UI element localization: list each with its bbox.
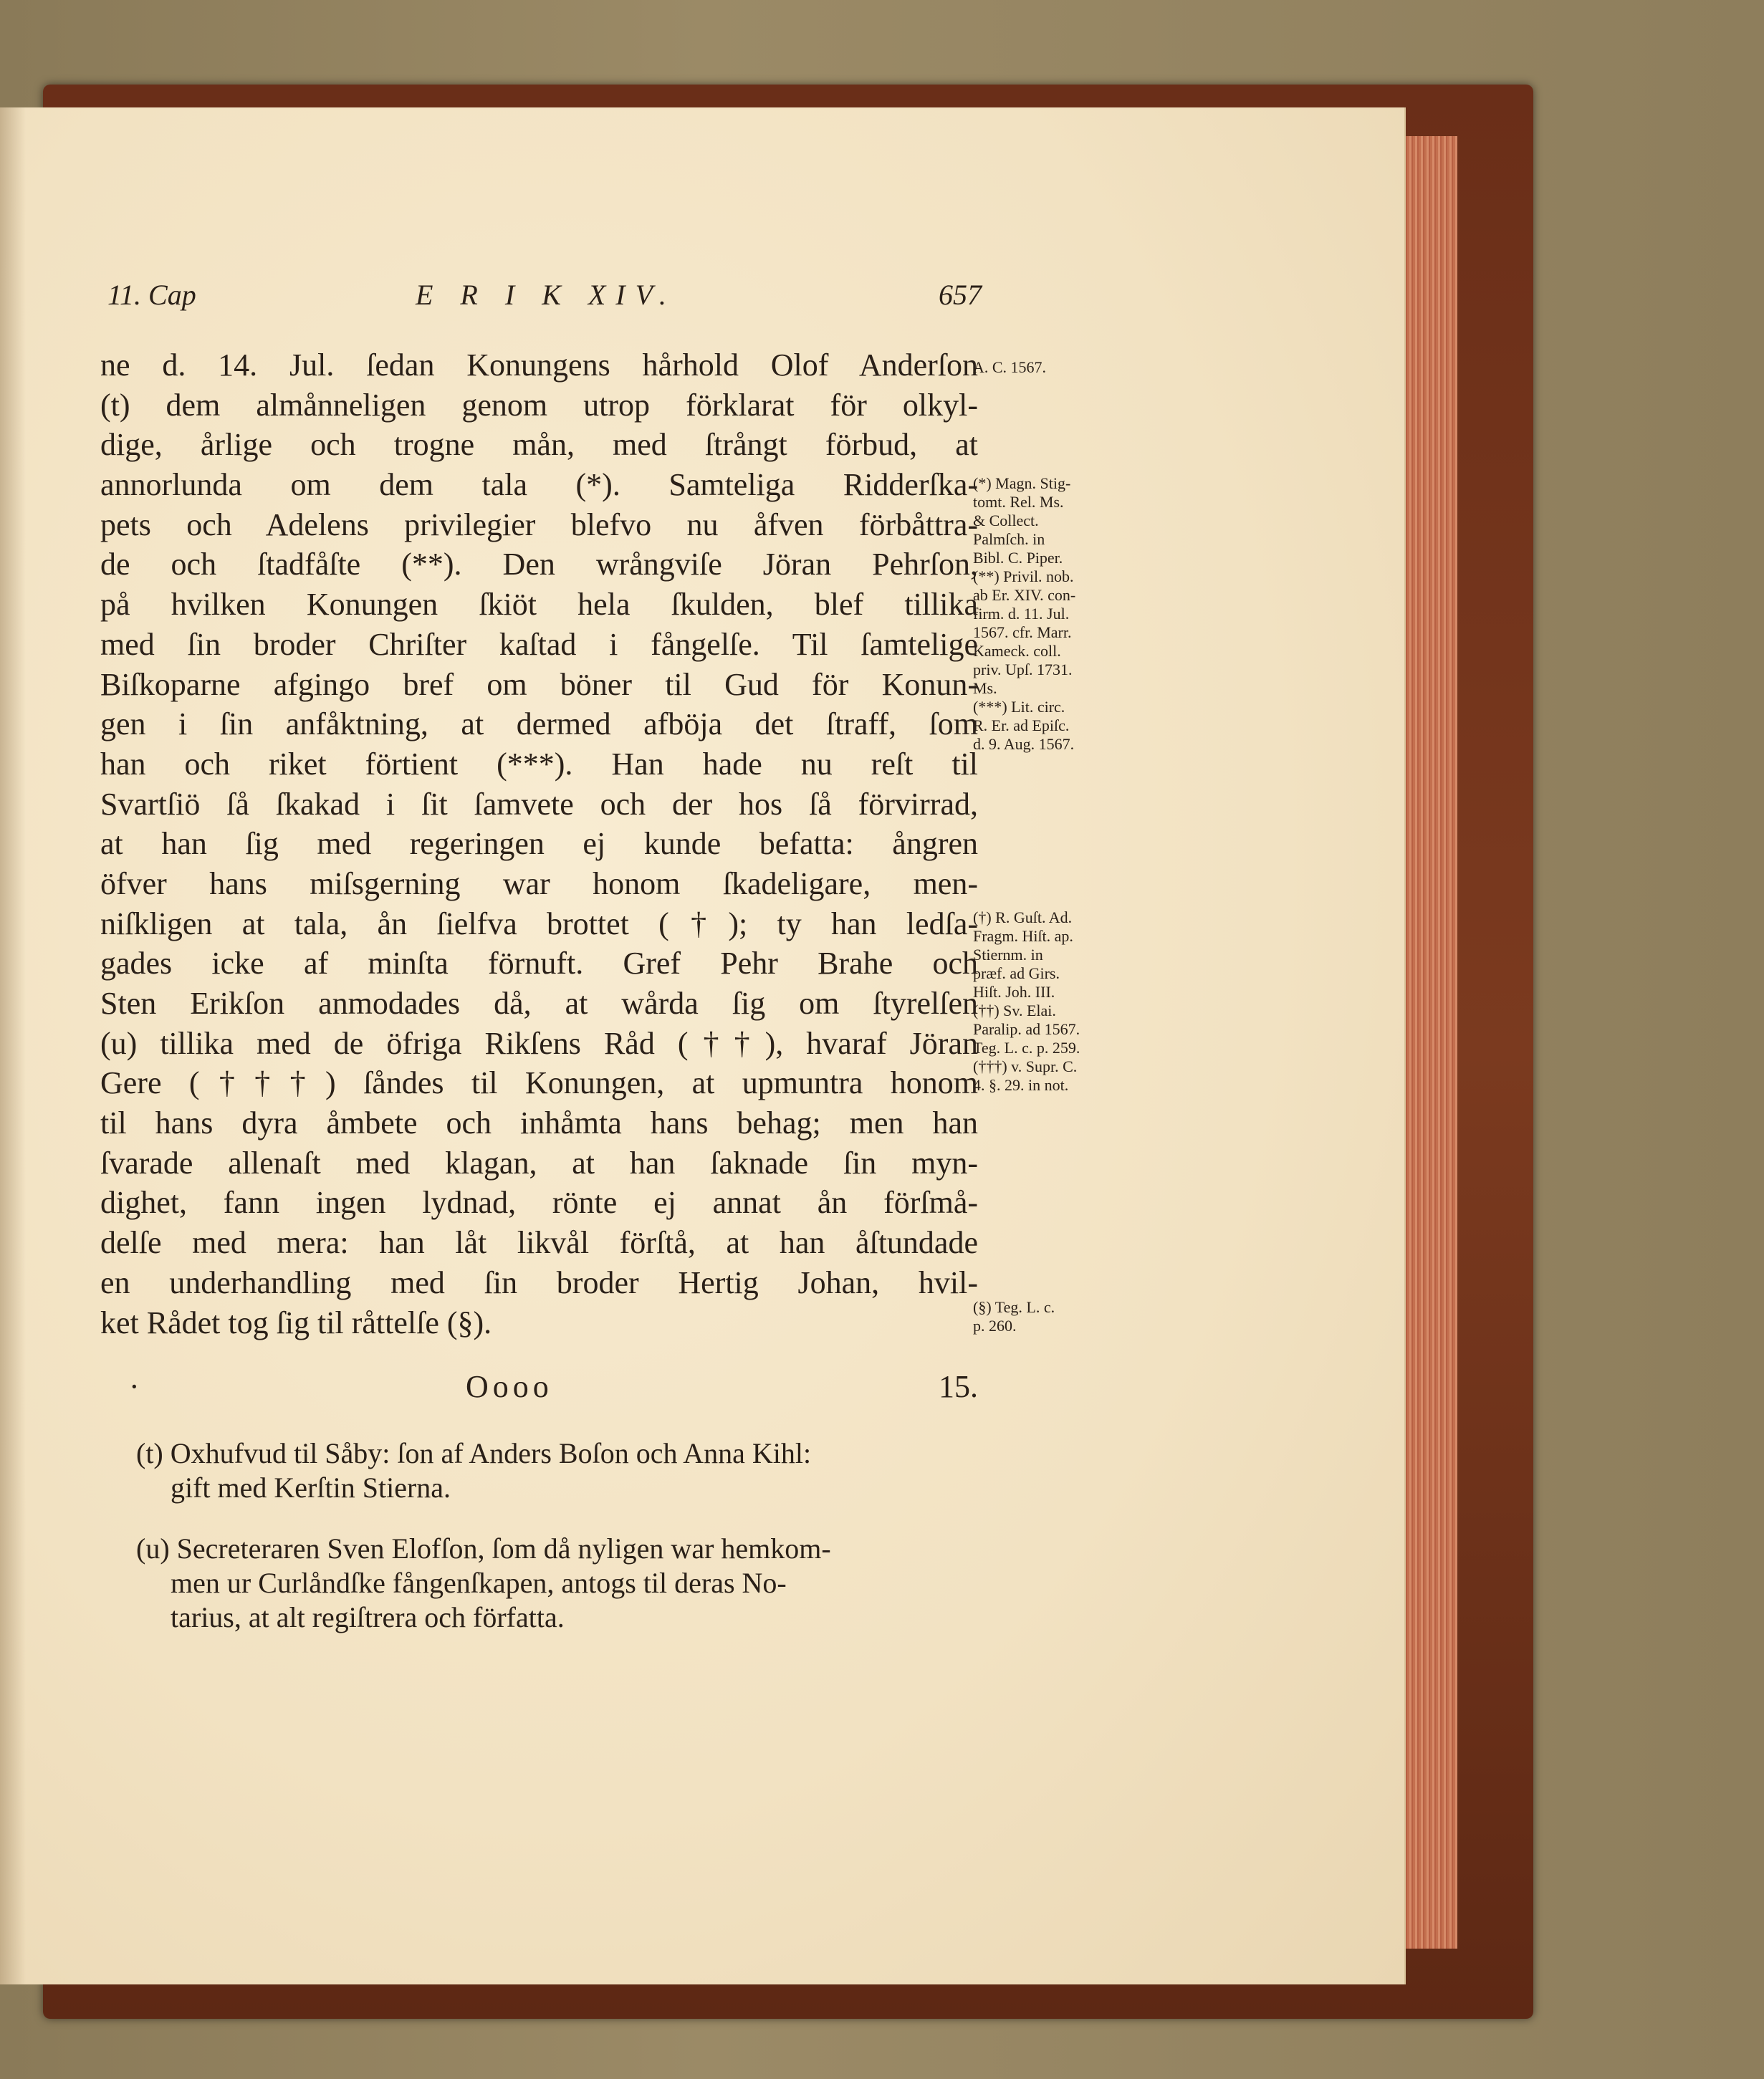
text-line: med ſin broder Chriſter kaſtad i fångelſe. Til ſamtelige [100,626,978,662]
margin-line: 1567. cfr. Marr. [973,623,1072,641]
margin-line: Kameck. coll. [973,642,1061,660]
margin-line: (††) Sv. Elai. [973,1002,1056,1019]
margin-line: (***) Lit. circ. [973,698,1065,716]
gutter-shadow [0,107,26,1984]
text-line: på hvilken Konungen ſkiöt hela ſkulden, blef tillika [100,587,978,623]
margin-line: (**) Privil. nob. [973,567,1074,585]
body-text [100,345,978,1343]
footnote-u [136,1532,978,1635]
margin-line: Palmſch. in [973,530,1045,548]
footnote-line: tarius, at alt regiſtrera och författa. [171,1601,565,1633]
text-line: at han ſig med regeringen ej kunde befatta: ångren [100,826,978,862]
text-line: (t) dem almånneligen genom utrop förklarat för olkyl- [100,387,978,423]
footnote-t [136,1436,978,1505]
footnote-line: men ur Curlåndſke fångenſkapen, antogs til deras No- [171,1567,787,1599]
margin-line: tomt. Rel. Ms. [973,493,1064,511]
margin-line: Hiſt. Joh. III. [973,983,1055,1001]
margin-line: ab Er. XIV. con- [973,586,1076,604]
text-line: Gere (†††) ſåndes til Konungen, at upmuntra honom [100,1065,978,1101]
margin-line: p. 260. [973,1317,1017,1335]
signature-mark: Oooo [466,1369,553,1404]
text-line: öfver hans miſsgerning war honom ſkadeligare, men- [100,865,978,901]
text-line: til hans dyra åmbete och inhåmta hans behag; men han [100,1105,978,1141]
text-line: han och riket förtient (***). Han hade nu reſt til [100,746,978,782]
text-line: Biſkoparne afgingo bref om böner til Gud för Konun- [100,666,978,702]
margin-line: Ms. [973,679,997,697]
text-line: de och ſtadfåſte (**). Den wrångviſe Jöran Pehrſon, [100,547,978,582]
margin-line: (§) Teg. L. c. [973,1298,1055,1316]
running-header [107,278,982,321]
margin-line: Teg. L. c. p. 259. [973,1039,1080,1057]
margin-note-date [973,358,1138,377]
margin-line: firm. d. 11. Jul. [973,605,1070,623]
text-line: ne d. 14. Jul. ſedan Konungens hårhold Olof Anderſon [100,347,978,383]
text-line: delſe med mera: han låt likvål förſtå, at han åſtundade [100,1225,978,1261]
signature-dot: · [129,1369,140,1404]
margin-note-sources-2 [973,908,1138,1095]
chapter-label: 11. Cap [107,279,196,311]
footnote-line: gift med Kerſtin Stierna. [171,1471,451,1504]
text-line: dige, årlige och trogne mån, med ſtrångt förbud, at [100,427,978,463]
text-line: en underhandling med ſin broder Hertig Johan, hvil- [100,1264,978,1300]
footnote-line: (t) Oxhufvud til Såby: ſon af Anders Boſon och Anna Kihl: [136,1437,812,1469]
text-line: ſvarade allenaſt med klagan, at han ſaknade ſin myn- [100,1145,978,1181]
text-line: gades icke af minſta förnuft. Gref Pehr Brahe och [100,946,978,981]
text-line: pets och Adelens privilegier blefvo nu åfven förbåttra- [100,506,978,542]
text-line: Sten Erikſon anmodades då, at wårda ſig om ſtyrelſen [100,986,978,1021]
margin-line: (†) R. Guſt. Ad. [973,908,1073,926]
margin-line: Stiernm. in [973,946,1043,964]
text-line: niſkligen at tala, ån ſielfva brottet (†); ty han ledſa- [100,906,978,941]
margin-line: præf. ad Girs. [973,964,1060,982]
margin-line: Paralip. ad 1567. [973,1020,1080,1038]
margin-line: (†††) v. Supr. C. [973,1057,1078,1075]
footnote-line: (u) Secreteraren Sven Elofſon, ſom då nyligen war hemkom- [136,1532,831,1565]
margin-line: priv. Upſ. 1731. [973,661,1073,678]
margin-line: R. Er. ad Epiſc. [973,716,1070,734]
margin-line: A. C. 1567. [973,358,1047,376]
margin-line: d. 9. Aug. 1567. [973,735,1075,753]
text-line: Svartſiö ſå ſkakad i ſit ſamvete och der hos ſå förvirrad, [100,786,978,822]
text-line: annorlunda om dem tala (*). Samteliga Ridderſka- [100,467,978,503]
page-number: 657 [939,279,982,311]
catchword: 15. [939,1369,978,1404]
running-title: E R I K XIV. [416,279,676,311]
margin-note-sources-1 [973,474,1138,754]
text-line: gen i ſin anfåktning, at dermed afböja det ſtraff, ſom [100,706,978,742]
text-line: dighet, fann ingen lydnad, rönte ej annat ån förſmå- [100,1185,978,1221]
margin-line: Bibl. C. Piper. [973,549,1063,567]
margin-line: & Collect. [973,512,1039,529]
margin-line: Fragm. Hiſt. ap. [973,927,1073,945]
signature-line [107,1368,978,1411]
margin-line: (*) Magn. Stig- [973,474,1071,492]
margin-line: 4. §. 29. in not. [973,1076,1069,1094]
text-line: ket Rådet tog ſig til råttelſe (§). [100,1305,492,1340]
margin-note-sources-3 [973,1298,1138,1335]
text-line: (u) tillika med de öfriga Rikſens Råd (††), hvaraf Jöran [100,1025,978,1061]
